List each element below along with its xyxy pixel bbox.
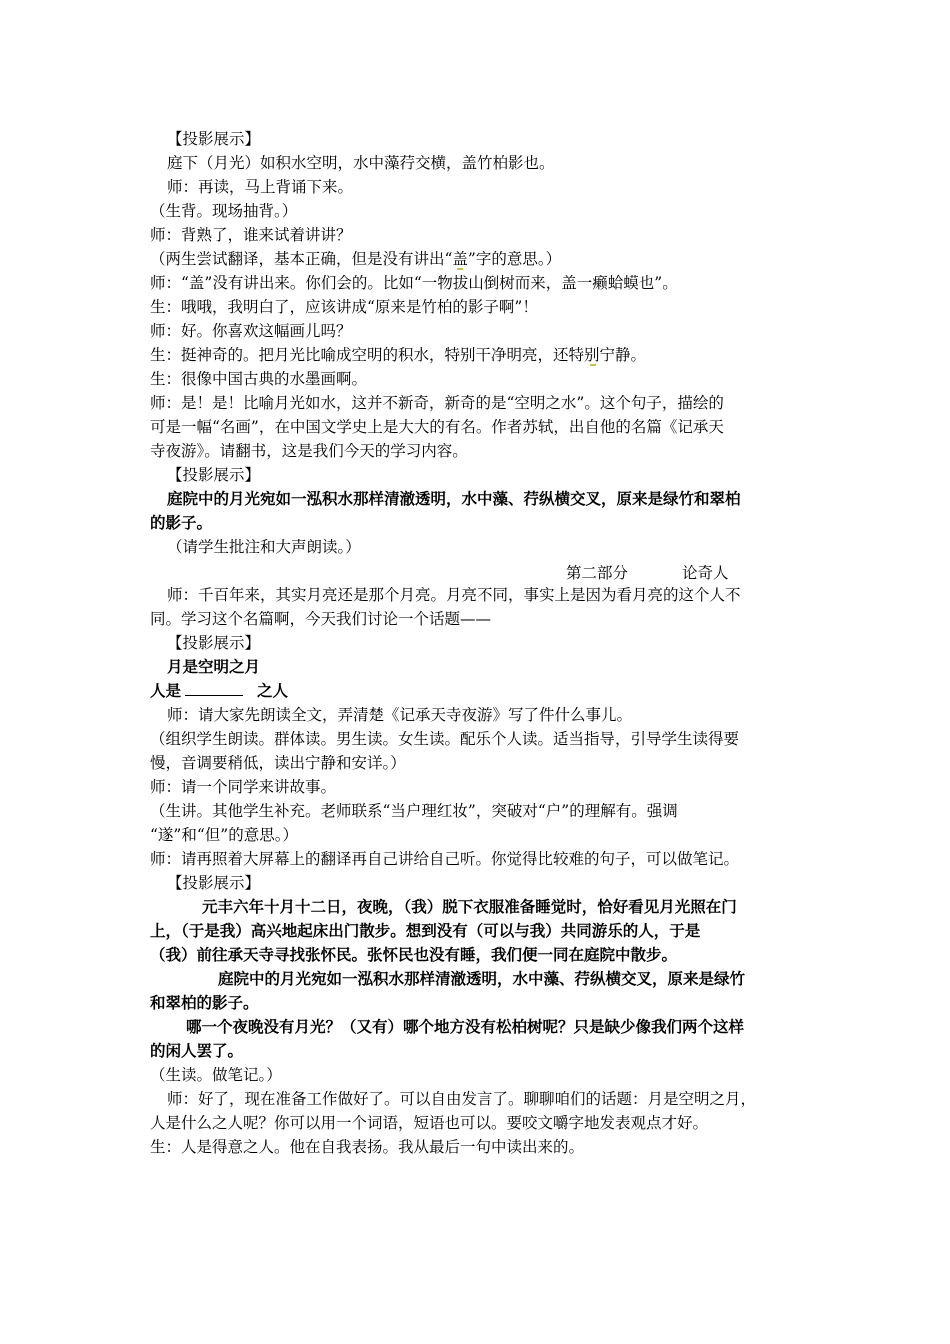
translation-bold-line: 庭院中的月光宛如一泓积水那样清澈透明，水中藻、荇纵横交叉，原来是绿竹	[218, 969, 746, 988]
paragraph-line: 寺夜游》。请翻书，这是我们今天的学习内容。	[150, 442, 468, 460]
topic-fill-line	[150, 679, 800, 703]
translation-bold-line: 的闲人罢了。	[150, 1041, 244, 1060]
paragraph-line: 师：再读，马上背诵下来。	[167, 178, 354, 196]
translation-bold-line: 和翠柏的影子。	[150, 993, 259, 1012]
paragraph-line: 生：挺神奇的。把月光比喻成空明的积水，特别干净明亮，还特别宁静。	[150, 346, 647, 364]
topic-line: 月是空明之月	[167, 657, 261, 676]
projection-heading: 【投影展示】	[167, 634, 261, 652]
projection-heading: 【投影展示】	[167, 130, 261, 148]
paragraph-line: 师：好。你喜欢这幅画儿吗？	[150, 322, 352, 340]
paragraph-line: 师：“盖”没有讲出来。你们会的。比如“一物拔山倒树而来，盖一癞蛤蟆也”。	[150, 274, 678, 292]
section-title: 论奇人	[682, 564, 729, 582]
paragraph-line: 生：人是得意之人。他在自我表扬。我从最后一句中读出来的。	[150, 1138, 585, 1156]
projection-heading: 【投影展示】	[167, 874, 261, 892]
paragraph-line: 师：请再照着大屏幕上的翻译再自己讲给自己听。你觉得比较难的句子，可以做笔记。	[150, 850, 740, 868]
paragraph-line: （生讲。其他学生补充。老师联系“当户理红妆”，突破对“户”的理解有。强调	[150, 802, 678, 820]
paragraph-line: （请学生批注和大声朗读。）	[167, 538, 361, 556]
stray-mark	[457, 268, 463, 270]
paragraph-line: 师：请大家先朗读全文，弄清楚《记承天寺夜游》写了件什么事儿。	[167, 706, 633, 724]
projection-heading: 【投影展示】	[167, 466, 261, 484]
paragraph-line: 庭下（月光）如积水空明，水中藻荇交横，盖竹柏影也。	[167, 154, 555, 172]
translation-bold-line: 的影子。	[150, 513, 213, 532]
topic-suffix: 之人	[257, 681, 289, 700]
paragraph-line: （生背。现场抽背。）	[150, 202, 298, 220]
paragraph-line: 师：千百年来，其实月亮还是那个月亮。月亮不同，事实上是因为看月亮的这个人不	[167, 586, 741, 604]
translation-bold-line: 元丰六年十月十二日，夜晚，（我）脱下衣服准备睡觉时，恰好看见月光照在门	[202, 897, 737, 916]
paragraph-line: （生读。做笔记。）	[150, 1066, 282, 1084]
paragraph-line: 师：背熟了，谁来试着讲讲？	[150, 226, 352, 244]
topic-prefix: 人是	[150, 681, 182, 700]
paragraph-line: 人是什么之人呢？你可以用一个词语，短语也可以。要咬文嚼字地发表观点才好。	[150, 1114, 709, 1132]
translation-bold-line: 上，（于是我）高兴地起床出门散步。想到没有（可以与我）共同游乐的人，于是	[150, 921, 701, 940]
section-number: 第二部分	[566, 564, 629, 582]
paragraph-line: （组织学生朗读。群体读。男生读。女生读。配乐个人读。适当指导，引导学生读得要	[150, 730, 740, 748]
paragraph-line: 慢，音调要稍低，读出宁静和安详。）	[150, 754, 406, 772]
paragraph-line: 同。学习这个名篇啊，今天我们讨论一个话题——	[150, 610, 492, 628]
stray-mark	[590, 364, 596, 366]
paragraph-line: 师：请一个同学来讲故事。	[150, 778, 337, 796]
paragraph-line: （两生尝试翻译，基本正确，但是没有讲出“盖”字的意思。）	[150, 250, 562, 268]
paragraph-line: 可是一幅“名画”，在中国文学史上是大大的有名。作者苏轼，出自他的名篇《记承天	[150, 418, 724, 436]
translation-bold-line: （我）前往承天寺寻找张怀民。张怀民也没有睡，我们便一同在庭院中散步。	[150, 945, 678, 964]
translation-bold-line: 哪一个夜晚没有月光？（又有）哪个地方没有松柏树呢？只是缺少像我们两个这样	[186, 1017, 745, 1036]
fill-blank	[185, 681, 243, 696]
paragraph-line: “遂”和“但”的意思。）	[150, 826, 298, 844]
paragraph-line: 生：很像中国古典的水墨画啊。	[150, 370, 368, 388]
paragraph-line: 师：好了，现在准备工作做好了。可以自由发言了。聊聊咱们的话题：月是空明之月，	[167, 1090, 757, 1108]
paragraph-line: 生：哦哦，我明白了，应该讲成“原来是竹柏的影子啊”！	[150, 298, 538, 316]
paragraph-line: 师：是！是！比喻月光如水，这并不新奇，新奇的是“空明之水”。这个句子，描绘的	[150, 394, 724, 412]
translation-bold-line: 庭院中的月光宛如一泓积水那样清澈透明，水中藻、荇纵横交叉，原来是绿竹和翠柏	[167, 489, 741, 508]
